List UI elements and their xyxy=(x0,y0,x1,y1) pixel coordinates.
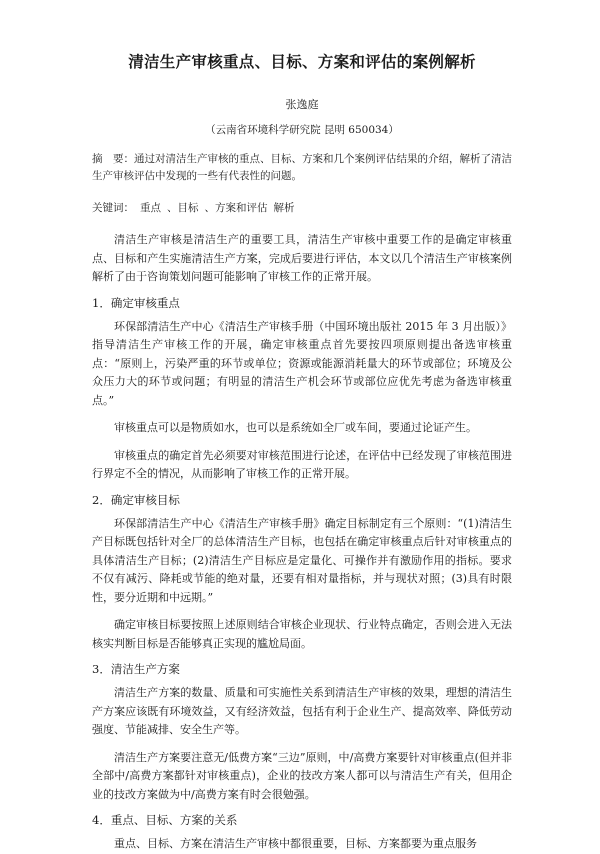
section-paragraph: 确定审核目标要按照上述原则结合审核企业现状、行业特点确定，否则会进入无法核实判断目标是否能够真正实现的尴尬局面。 xyxy=(92,618,512,650)
section-paragraph: 重点、目标、方案在清洁生产审核中都很重要，目标、方案都要为重点服务 xyxy=(114,837,477,850)
section-paragraph: 审核重点可以是物质如水，也可以是系统如全厂或车间，要通过论证产生。 xyxy=(114,421,477,434)
keyword-item: 重点 xyxy=(140,202,161,214)
section-4 xyxy=(92,812,512,854)
author-affiliation: （云南省环境科学研究院 昆明 650034） xyxy=(205,124,399,136)
section-heading: 1．确定审核重点 xyxy=(92,295,180,310)
section-1 xyxy=(92,295,512,484)
keyword-item: 解析 xyxy=(273,202,295,214)
abstract-label: 摘 要： xyxy=(92,153,134,165)
keyword-item: 目标 xyxy=(177,202,199,214)
section-3 xyxy=(92,661,512,804)
abstract-text: 通过对清洁生产审核的重点、目标、方案和几个案例评估结果的介绍，解析了清洁生产审核评估中发现的一些有代表性的问题。 xyxy=(92,153,512,182)
section-paragraph: 清洁生产方案的数量、质量和可实施性关系到清洁生产审核的效果，理想的清洁生产方案应该既有环境效益，又有经济效益，包括有利于企业生产、提高效率、降低劳动强度、节能减排、安全生产等。 xyxy=(92,686,512,736)
section-heading: 3．清洁生产方案 xyxy=(92,662,180,676)
section-paragraph: 审核重点的确定首先必须要对审核范围进行论述，在评估中已经发现了审核范围进行界定不全的情况，从而影响了审核工作的正常开展。 xyxy=(92,448,512,480)
section-heading: 2．确定审核目标 xyxy=(92,492,180,507)
section-paragraph: 环保部清洁生产中心《清洁生产审核手册》确定目标制定有三个原则：“(1)清洁生产目标既包括针对全厂的总体清洁生产目标，也包括在确定审核重点后针对审核重点的具体清洁生产目标；(2)清洁生产目标应是定量化、可操作并有激励作用的指标。要求不仅有减污、降耗或节能的绝对量，还要有相对量指标，并与现状对照；(3)具有时限性，要分近期和中远期。” xyxy=(92,516,512,604)
section-paragraph: 环保部清洁生产中心《清洁生产审核手册（中国环境出版社 2015 年 3 月出版）》指导清洁生产审核工作的开展，确定审核重点首先要按四项原则提出备选审核重点：“原则上，污染严重的环节或单位；资源或能源消耗量大的环节或部位；环境及公众压力大的环节或问题；有明显的清洁生产机会环节或部位应优先考虑为备选审核重点。” xyxy=(92,319,512,407)
section-heading: 4．重点、目标、方案的关系 xyxy=(92,813,238,827)
abstract xyxy=(92,151,512,185)
section-2 xyxy=(92,492,512,654)
intro-paragraph: 清洁生产审核是清洁生产的重要工具，清洁生产审核中重要工作的是确定审核重点、目标和产生实施清洁生产方案，完成后要进行评估，本文以几个清洁生产审核案例解析了由于咨询策划问题可能影响了审核工作的正常开展。 xyxy=(92,233,512,283)
keywords: 关键词： 重点 、目标 、方案和评估 解析 xyxy=(92,202,295,214)
keywords-label: 关键词： xyxy=(92,202,134,214)
author-name: 张逸庭 xyxy=(285,98,319,111)
section-paragraph: 清洁生产方案要注意无/低费方案“三边”原则，中/高费方案要针对审核重点(但并非全部中/高费方案都针对审核重点)，企业的技改方案人都可以与清洁生产有关，但用企业的技改方案做为中/高费方案有时会很勉强。 xyxy=(92,750,512,801)
paper-title: 清洁生产审核重点、目标、方案和评估的案例解析 xyxy=(128,53,476,71)
keyword-item: 方案和评估 xyxy=(215,202,268,214)
